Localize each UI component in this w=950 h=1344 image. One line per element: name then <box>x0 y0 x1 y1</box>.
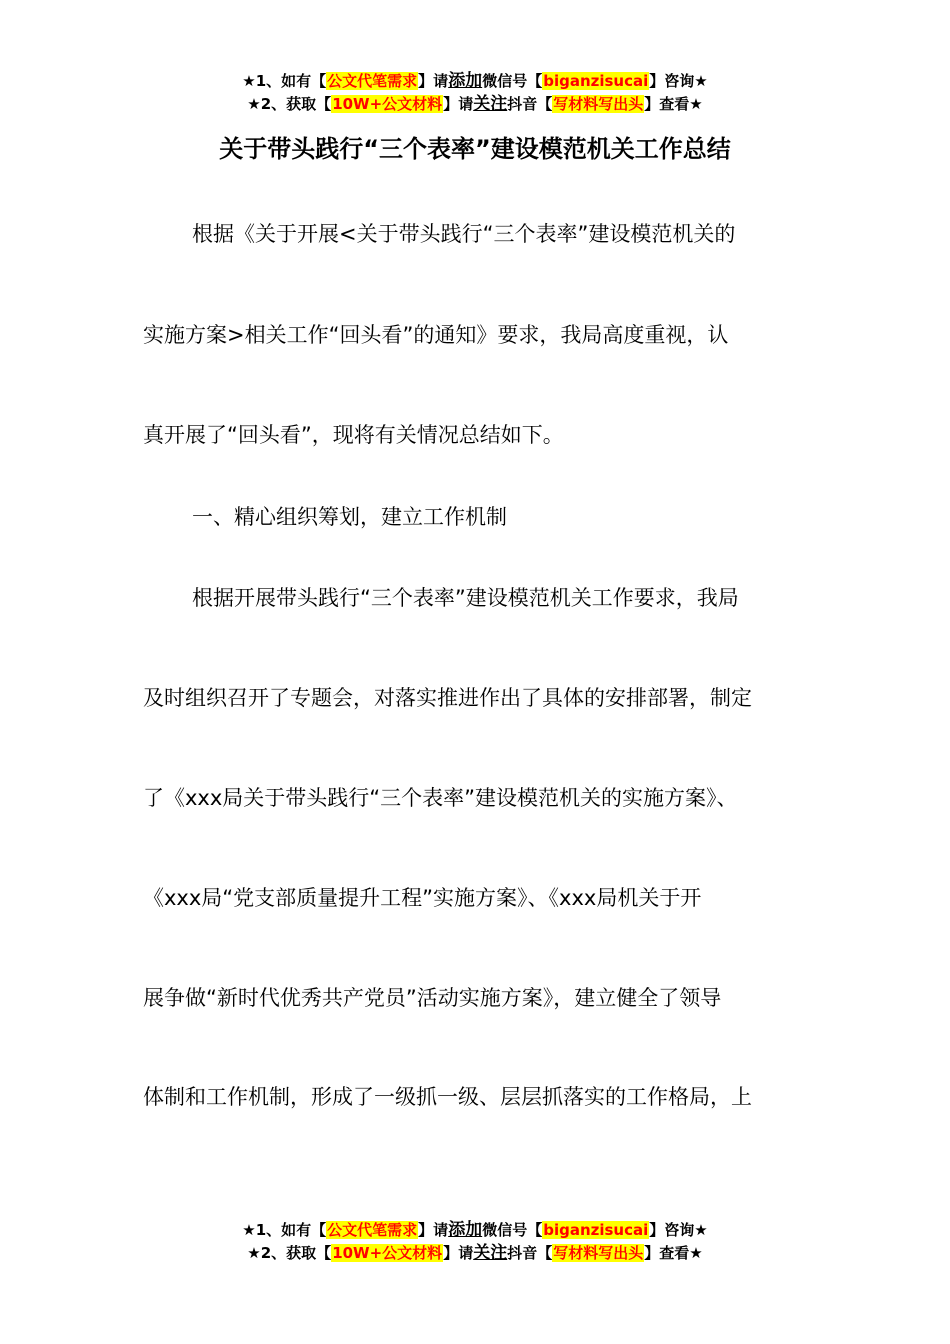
section-heading: 一、精心组织筹划，建立工作机制 <box>192 505 507 529</box>
body-line: 根据《关于开展<关于带头践行“三个表率”建设模范机关的 <box>192 222 736 246</box>
highlight-materials: 10W+公文材料 <box>332 95 443 113</box>
banner-text: 】请 <box>443 95 474 113</box>
banner-text: 微信号【 <box>482 72 543 90</box>
highlight-materials: 10W+公文材料 <box>332 1244 443 1262</box>
body-line: 体制和工作机制，形成了一级抓一级、层层抓落实的工作格局，上 <box>143 1085 752 1109</box>
highlight-douyin-id: 写材料写出头 <box>553 1244 644 1262</box>
header-banner <box>0 70 950 116</box>
body-line: 实施方案>相关工作“回头看”的通知》要求，我局高度重视，认 <box>143 323 729 347</box>
banner-text: 】查看★ <box>644 95 703 113</box>
highlight-douyin-id: 写材料写出头 <box>553 95 644 113</box>
body-line: 及时组织召开了专题会，对落实推进作出了具体的安排部署，制定 <box>143 686 752 710</box>
banner-text: 微信号【 <box>482 1221 543 1239</box>
highlight-wechat-id: biganzisucai <box>543 72 649 90</box>
underlined-text: 关注 <box>473 94 508 114</box>
body-line: 《xxx局“党支部质量提升工程”实施方案》、《xxx局机关于开 <box>143 886 702 910</box>
banner-line-1 <box>0 70 950 93</box>
banner-text: 】查看★ <box>644 1244 703 1262</box>
highlight-service: 公文代笔需求 <box>327 1221 418 1239</box>
banner-text: 抖音【 <box>507 1244 553 1262</box>
banner-text: ★2、获取【 <box>247 95 332 113</box>
banner-line-2 <box>0 1242 950 1265</box>
highlight-wechat-id: biganzisucai <box>543 1221 649 1239</box>
body-line: 真开展了“回头看”，现将有关情况总结如下。 <box>143 423 564 447</box>
banner-line-1 <box>0 1219 950 1242</box>
underlined-text: 添加 <box>448 1220 483 1240</box>
banner-text: ★2、获取【 <box>247 1244 332 1262</box>
banner-text: 】请 <box>418 1221 449 1239</box>
banner-line-2 <box>0 93 950 116</box>
body-line: 展争做“新时代优秀共产党员”活动实施方案》，建立健全了领导 <box>143 986 722 1010</box>
body-line: 根据开展带头践行“三个表率”建设模范机关工作要求，我局 <box>192 586 739 610</box>
banner-text: 抖音【 <box>507 95 553 113</box>
underlined-text: 关注 <box>473 1243 508 1263</box>
footer-banner <box>0 1219 950 1265</box>
banner-text: 】咨询★ <box>649 1221 708 1239</box>
banner-text: 】请 <box>418 72 449 90</box>
underlined-text: 添加 <box>448 71 483 91</box>
highlight-service: 公文代笔需求 <box>327 72 418 90</box>
body-line: 了《xxx局关于带头践行“三个表率”建设模范机关的实施方案》、 <box>143 786 738 810</box>
banner-text: 】咨询★ <box>649 72 708 90</box>
document-title: 关于带头践行“三个表率”建设模范机关工作总结 <box>219 135 731 163</box>
banner-text: ★1、如有【 <box>242 1221 327 1239</box>
banner-text: ★1、如有【 <box>242 72 327 90</box>
banner-text: 】请 <box>443 1244 474 1262</box>
